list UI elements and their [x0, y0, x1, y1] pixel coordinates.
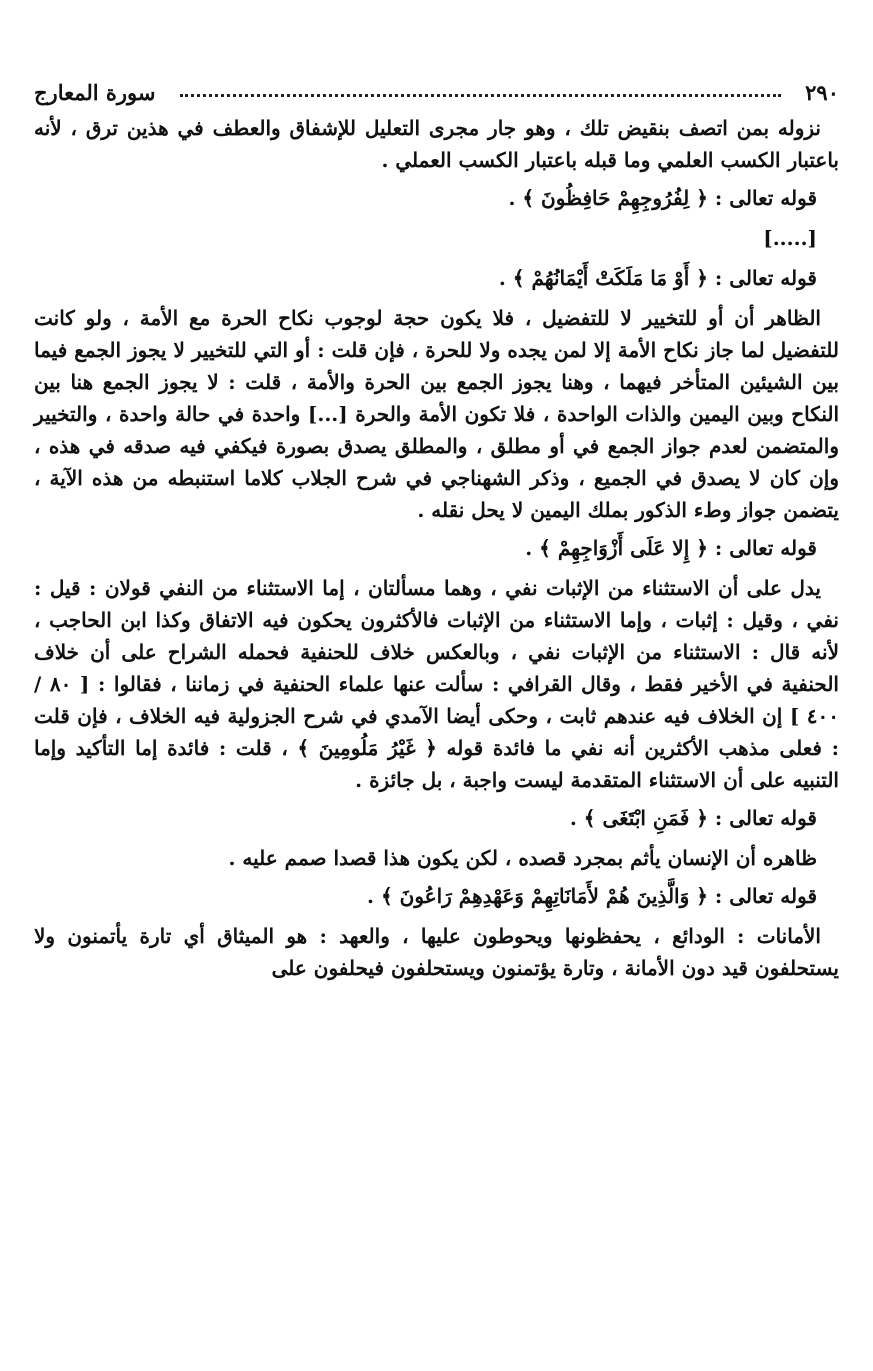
omission-marker: [.....]: [763, 226, 817, 250]
verse-heading: قوله تعالى : ﴿ إِلا عَلَى أَزْوَاجِهِمْ ﴾ .: [525, 536, 817, 560]
commentary-paragraph: الظاهر أن أو للتخيير لا للتفضيل ، فلا يكون حجة لوجوب نكاح الحرة مع الأمة ، ولو كانت للتفضيل لما جاز نكاح الأمة إلا لمن يجده ولا للحرة ، فإن قلت : أو التي للتخيير لا يجوز الجمع فيما بين الشيئين المتأخر فيهما ، وهنا يجوز الجمع بين الحرة والأمة ، قلت : لا يجوز الجمع هنا بين النكاح وبين اليمين والذات الواحدة ، فلا تكون الأمة والحرة [...] واحدة في حالة واحدة ، والتخيير والمتضمن لعدم جواز الجمع في أو مطلق ، والمطلق يصدق بصورة فيكفي فيه صدقه في هذه ، وإن كان لا يصدق في الجميع ، وذكر الشهناجي في شرح الجلاب كلاما استنبطه من هذه الآية ، يتضمن جواز وطء الذكور بملك اليمين لا يحل نقله .: [34, 306, 839, 522]
surah-title: سورة المعارج: [34, 79, 156, 105]
verse-heading: قوله تعالى : ﴿ فَمَنِ ابْتَغَى ﴾ .: [569, 806, 817, 830]
page-header: [34, 74, 839, 110]
commentary-paragraph: ظاهره أن الإنسان يأثم بمجرد قصده ، لكن يكون هذا قصدا صمم عليه .: [228, 846, 817, 870]
page-number: ٢٩٠: [805, 79, 839, 105]
commentary-paragraph: يدل على أن الاستثناء من الإثبات نفي ، وهما مسألتان ، إما الاستثناء من النفي قولان : قيل : نفي ، وقيل : إثبات ، وإما الاستثناء من الإثبات فالأكثرون يحكون فيه الاتفاق وكذا ابن الحاجب ، لأنه قال : الاستثناء من الإثبات نفي ، وبالعكس خلاف للحنفية فحمله الشراح على أن خلاف الحنفية في الأخير فقط ، وقال القرافي : سألت عنها علماء الحنفية في زماننا ، فقالوا : [ ٨٠ / ٤٠٠ ] إن الخلاف فيه عندهم ثابت ، وحكى أيضا الآمدي في شرح الجزولية فيه الخلاف ، فإن قلت : فعلى مذهب الأكثرين أنه نفي ما فائدة قوله ﴿ غَيْرُ مَلُومِينَ ﴾ ، قلت : فائدة إما التأكيد وإما التنبيه على أن الاستثناء المتقدمة ليست واجبة ، بل جائزة .: [34, 576, 839, 792]
commentary-paragraph: نزوله بمن اتصف بنقيض تلك ، وهو جار مجرى التعليل للإشفاق والعطف في هذين ترق ، لأنه باعتبار الكسب العلمي وما قبله باعتبار الكسب العملي .: [34, 116, 839, 172]
verse-heading: قوله تعالى : ﴿ أَوْ مَا مَلَكَتْ أَيْمَانُهُمْ ﴾ .: [498, 266, 817, 290]
verse-heading: قوله تعالى : ﴿ وَالَّذِينَ هُمْ لأَمَانَاتِهِمْ وَعَهْدِهِمْ رَاعُونَ ﴾ .: [367, 884, 817, 908]
page-body: [34, 112, 839, 990]
commentary-paragraph: الأمانات : الودائع ، يحفظونها ويحوطون عليها ، والعهد : هو الميثاق أي تارة يأتمنون ولا يستحلفون قيد دون الأمانة ، وتارة يؤتمنون ويستحلفون فيحلفون على: [34, 924, 839, 980]
header-dotted-leader: [180, 94, 782, 97]
verse-heading: قوله تعالى : ﴿ لِفُرُوجِهِمْ حَافِظُونَ ﴾ .: [508, 186, 817, 210]
